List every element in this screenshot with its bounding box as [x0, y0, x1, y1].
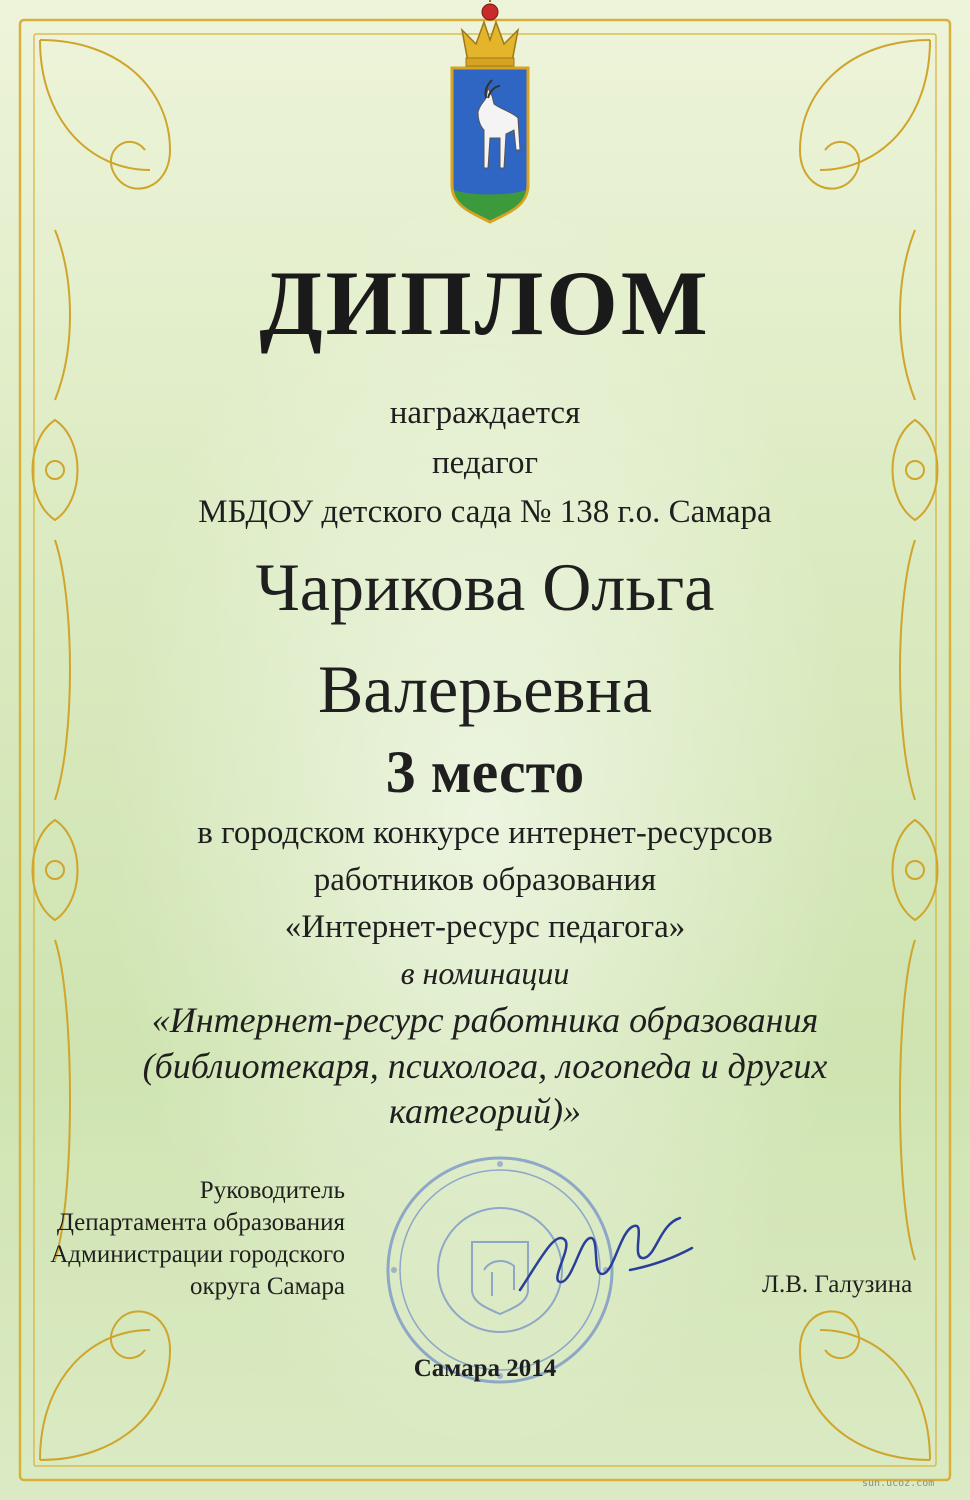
recipient-name-line1: Чарикова Ольга — [255, 549, 715, 625]
position-line3: Администрации городского — [50, 1241, 345, 1268]
handwritten-signature-icon — [510, 1200, 700, 1310]
awarded-text: награждается — [389, 395, 581, 431]
signatory-position — [50, 1175, 345, 1303]
position-line4: округа Самара — [189, 1273, 345, 1300]
contest-line2: работников образования — [313, 862, 657, 898]
institution-name: МБДОУ детского сада № 138 г.о. Самара — [198, 494, 772, 530]
nomination-line1: «Интернет-ресурс работника образования — [151, 1000, 819, 1040]
nomination-line3: категорий)» — [389, 1091, 581, 1131]
contest-line1: в городском конкурсе интернет-ресурсов — [197, 815, 773, 851]
nomination-label: в номинации — [400, 955, 570, 991]
recipient-name-line2: Валерьевна — [317, 651, 653, 727]
signatory-name: Л.В. Галузина — [762, 1271, 913, 1298]
samara-coat-of-arms-icon — [440, 0, 540, 225]
city-year: Самара 2014 — [413, 1355, 557, 1382]
recipient-role: педагог — [431, 445, 539, 481]
contest-line3: «Интернет-ресурс педагога» — [284, 909, 686, 945]
diploma-title: ДИПЛОМ — [259, 252, 711, 354]
nomination-line2: (библиотекаря, психолога, логопеда и других — [142, 1046, 828, 1086]
position-line1: Руководитель — [199, 1177, 345, 1204]
award-place: 3 место — [385, 739, 585, 805]
watermark-text: sun.ucoz.com — [862, 1478, 935, 1489]
position-line2: Департамента образования — [56, 1209, 345, 1236]
